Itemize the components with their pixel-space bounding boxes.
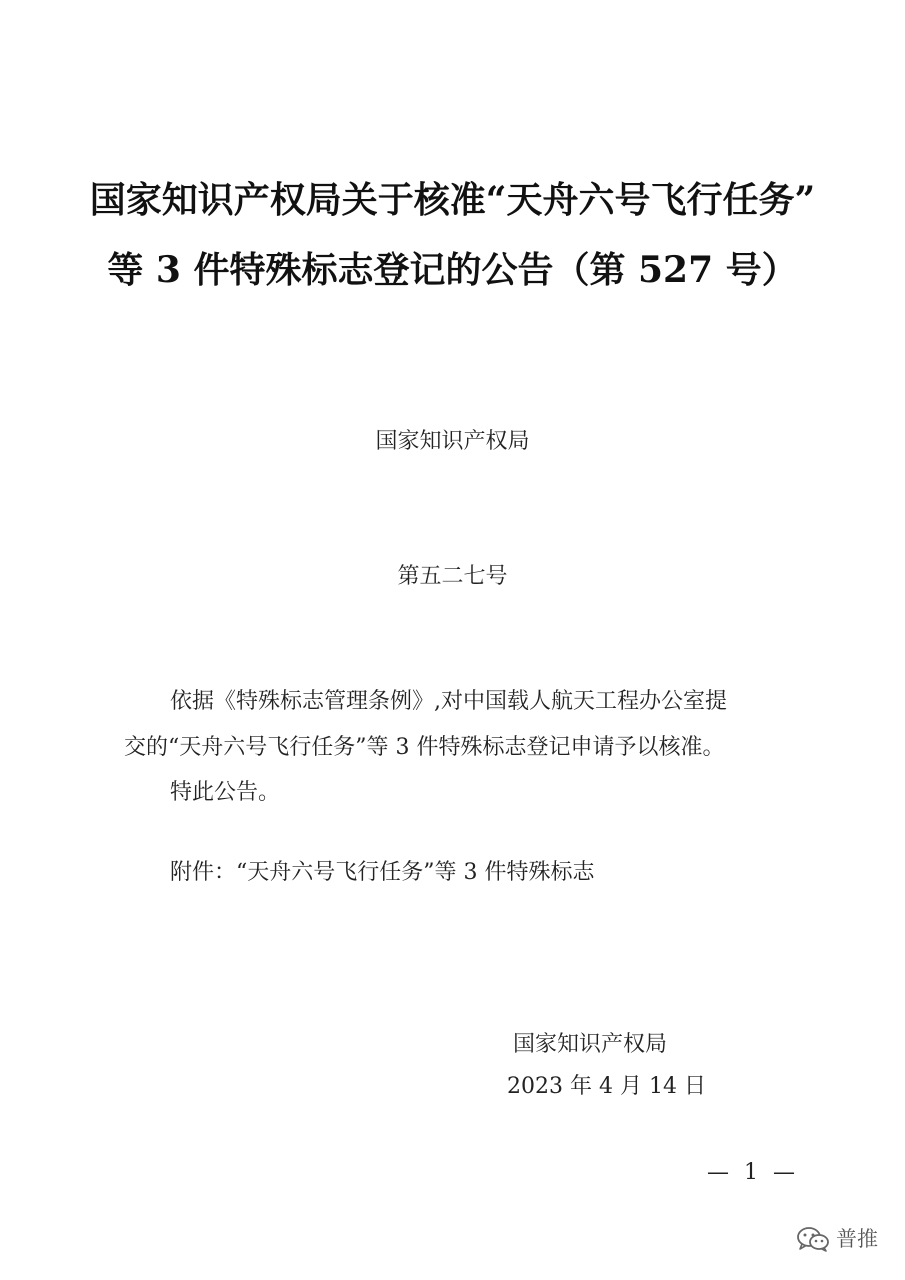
signature-date: 2023 年 4 月 14 日	[507, 1074, 706, 1099]
watermark-text: 普推	[836, 1227, 878, 1251]
signature-organization: 国家知识产权局	[513, 1032, 668, 1057]
body-paragraph-line-1: 依据《特殊标志管理条例》,对中国载人航天工程办公室提	[170, 689, 727, 714]
body-paragraph-line-2: 交的“天舟六号飞行任务”等 3 件特殊标志登记申请予以核准。	[124, 735, 725, 760]
watermark	[796, 1226, 878, 1252]
document-title-line-1: 国家知识产权局关于核准“天舟六号飞行任务”	[89, 179, 816, 221]
page-number: — 1 —	[707, 1160, 799, 1185]
attachment-line: 附件：“天舟六号飞行任务”等 3 件特殊标志	[170, 860, 595, 885]
wechat-icon	[796, 1226, 830, 1252]
closing-statement: 特此公告。	[170, 780, 281, 805]
document-title-line-2: 等 3 件特殊标志登记的公告（第 527 号）	[107, 249, 798, 291]
announcement-number: 第五二七号	[397, 564, 508, 589]
issuer-name: 国家知识产权局	[375, 429, 530, 454]
